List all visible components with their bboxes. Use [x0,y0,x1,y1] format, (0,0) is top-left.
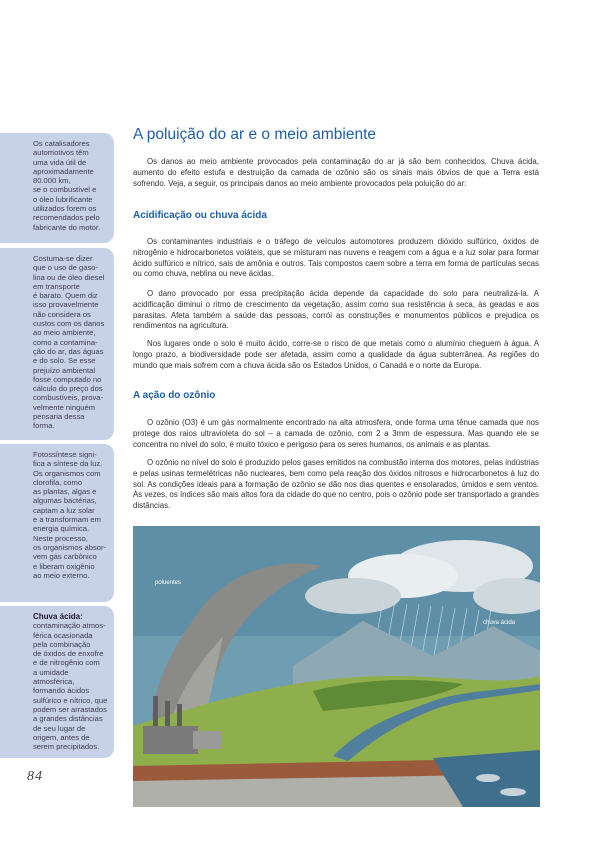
section-heading-ozone: A ação do ozônio [133,390,216,401]
fish-icon [476,774,500,782]
sidebar-note-photosynthesis [0,444,114,602]
acid-rain-illustration [133,526,540,807]
paragraph-acid-damage: O dano provocado por essa precipitação ácida depende da capacidade do solo para neutralizá-la. A acidificação diminui o ritmo de crescimento da vegetação, assim como sua resistência à seca, às geadas e aos parasitas. Afeta também a saúde das pessoas, corrói as construções e monumentos públicos e prejudica os rendimentos na agricultura. [133,289,539,331]
sidebar-note-text: Os catalisadores automotivos têm uma vida útil de aproximadamente 80.000 km, se o combustível e o óleo lubrificante utilizados forem os recomendados pelo fabricante do motor. [33,139,101,232]
paragraph-contaminants: Os contaminantes industriais e o tráfego de veículos automotores produzem dióxido sulfúrico, óxidos de nitrogênio e hidrocarbonetos voláteis, que se misturam nas nuvens e reagem com a água e a luz solar para formar ácido sulfúrico e nítrico, sais de amônia e outros. Tais compostos caem sobre a terra em forma de partículas secas ou como chuva, neblina ou neve ácidas. [133,237,539,279]
page-number: 84 [27,769,43,784]
sidebar-note-catalysts [0,133,114,243]
sidebar-note-acid-rain [0,606,114,758]
label-pollutants: poluentes [155,580,182,586]
sidebar-note-title: Chuva ácida: [33,612,83,621]
label-acid-rain: chuva ácida [483,620,516,626]
fish-icon [500,788,526,796]
intro-paragraph: Os danos ao meio ambiente provocados pela contaminação do ar já são bem conhecidos. Chuva ácida, aumento do efeito estufa e destruição da camada de ozônio são os sinais mais óbvios de que a Terra está sofrendo. Veja, a seguir, os principais danos ao meio ambiente provocados pela poluição do ar: [133,157,539,188]
section-heading-acidification: Acidificação ou chuva ácida [133,210,267,221]
cloud [305,578,401,614]
sidebar-note-text: contaminação atmos- férica ocasionada pela combinação de óxidos de enxofre e de nitrogênio com a umidade atmosférica, formando ácidos sulfúrico e nítrico, que podem ser arrastados a grandes distâncias de seu lugar de origem, antes de serem precipitados. [33,621,108,752]
sidebar-note-text: Fotossíntese signi- fica a síntese da luz. Os organismos com clorofila, como as plantas, algas e algumas bactérias, captam a luz solar e a transformam em energia química. Neste processo, os organismos absor- vem gás carbônico e liberam oxigênio ao meio externo. [33,450,107,580]
page-title: A poluição do ar e o meio ambiente [133,126,376,143]
paragraph-ozone-layer: O ozônio (O3) é um gás normalmente encontrado na alta atmosfera, onde forma uma tênue camada que nos protege dos raios ultravioleta do sol – a camada de ozônio, com 2 a 3mm de espessura. Mas quando ele se concentra no nível do solo, é muito tóxico e perigoso para os seres humanos, os animais e as plantas. [133,418,539,449]
paragraph-ozone-ground: O ozônio no nível do solo é produzido pelos gases emitidos na combustão interna dos motores, pelas indústrias e pelas usinas termelétricas não nucleares, bem como pela reação dos óxidos nitrosos e hidrocarbonetos à luz do sol. As condições ideais para a formação de ozônio se dão nos dias quentes e ensolarados, úmidos e sem ventos. Às vezes, os índices são mais altos fora da cidade do que no centro, pois o ozônio pode ser transportado a grandes distâncias. [133,458,539,511]
sidebar-note-text: Costuma-se dizer que o uso de gaso- lina ou de óleo diesel em transporte é barato. Quem diz isso provavelmente não considera os custos com os danos ao meio ambiente, como a contamina- ção do ar, das águas e do solo. Se esse prejuízo ambiental fosse computado no cálculo do preço dos combustíveis, prova- velmente ninguém pensaria dessa forma. [33,254,105,431]
paragraph-acid-soil: Nos lugares onde o solo é muito ácido, corre-se o risco de que metais como o alumínio cheguem à água. A longo prazo, a biodiversidade pode ser afetada, assim como a qualidade da água subterrânea. As regiões do mundo que mais sofrem com a chuva ácida são os Estados Unidos, o Canadá e o norte da Europa. [133,339,539,370]
sidebar-note-fuel-costs [0,248,114,440]
illustration-svg [133,526,540,807]
